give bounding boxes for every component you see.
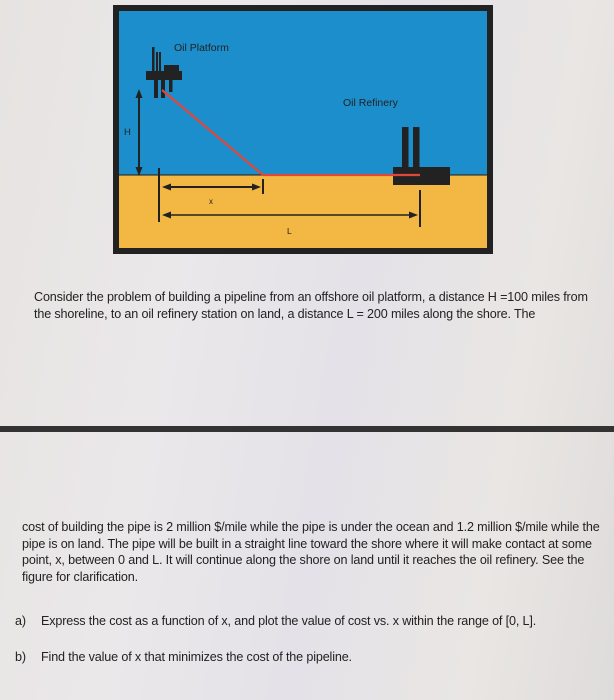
sea-area	[119, 11, 487, 175]
height-label: H	[124, 127, 131, 138]
question-a	[15, 613, 605, 629]
question-a-text: Express the cost as a function of x, and plot the value of cost vs. x within the range of [0, L].	[41, 614, 537, 628]
question-a-label: a)	[15, 614, 26, 628]
question-b-label: b)	[15, 650, 26, 664]
x-label: x	[209, 197, 213, 206]
question-b-text: Find the value of x that minimizes the cost of the pipeline.	[41, 650, 352, 664]
page-divider	[0, 426, 614, 432]
land-area	[119, 175, 487, 248]
problem-intro-text: Consider the problem of building a pipeline from an offshore oil platform, a distance H =100 miles from the shoreline, to an oil refinery station on land, a distance L = 200 miles along the shore. The	[34, 290, 588, 321]
oil-platform-label: Oil Platform	[174, 42, 229, 54]
length-label: L	[287, 226, 292, 236]
question-b	[15, 649, 605, 665]
problem-continuation-text: cost of building the pipe is 2 million $/mile while the pipe is under the ocean and 1.2 million $/mile while the pipe is on land. The pipe will be built in a straight line toward the shore where it will make contact at some point, x, between 0 and L. It will continue along the shore on land until it reaches the oil refinery. See the figure for clarification.	[22, 520, 600, 584]
oil-refinery-label: Oil Refinery	[343, 97, 398, 109]
pipeline-figure	[113, 5, 493, 254]
pipeline-diagram	[113, 5, 493, 254]
